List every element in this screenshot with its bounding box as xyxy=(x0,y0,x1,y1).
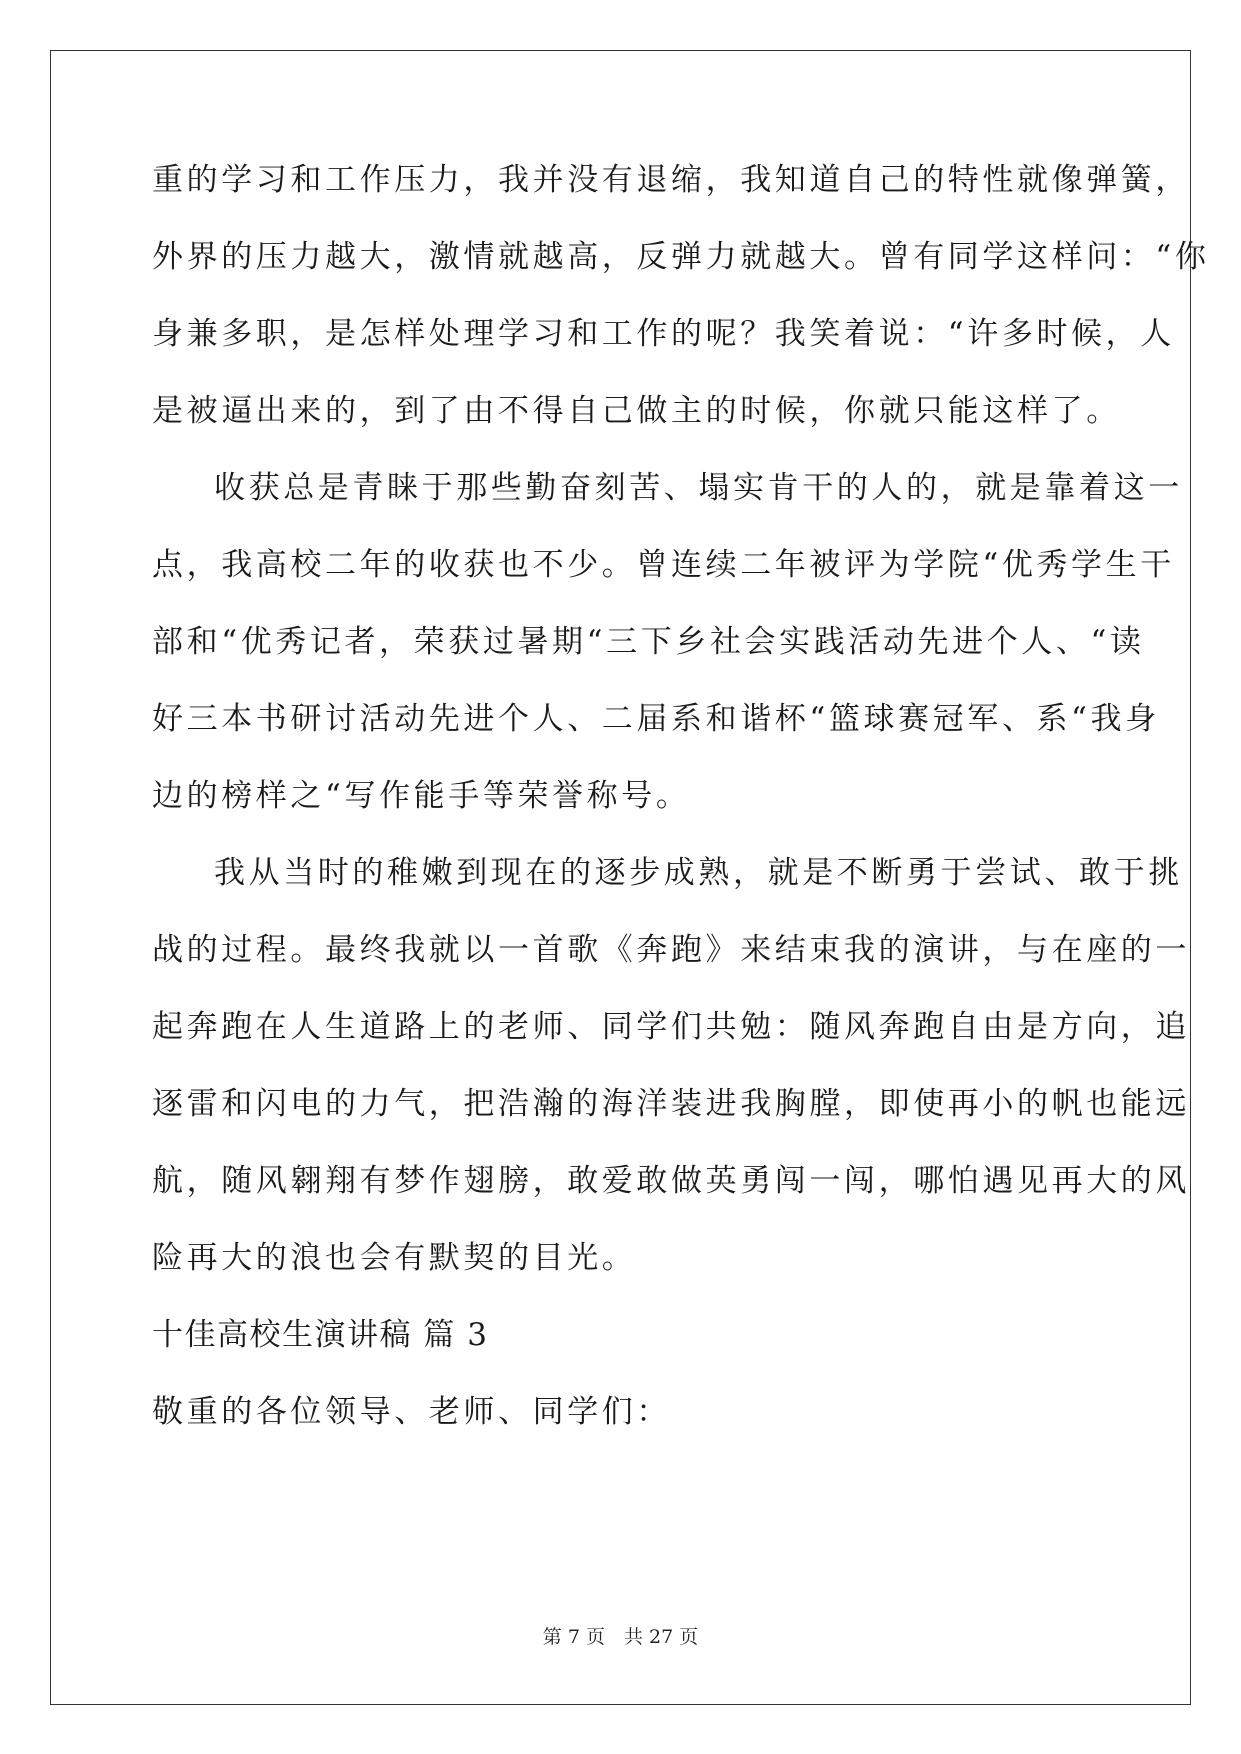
section-heading: 十佳高校生演讲稿 篇 3 xyxy=(152,1317,489,1353)
paragraph-start-line: 收获总是青睐于那些勤奋刻苦、塌实肯干的人的，就是靠着这一 xyxy=(214,470,1183,506)
text-line: 是被逼出来的，到了由不得自己做主的时候，你就只能这样了。 xyxy=(152,393,1121,429)
text-line: 逐雷和闪电的力气，把浩瀚的海洋装进我胸膛，即使再小的帆也能远 xyxy=(152,1086,1190,1122)
paragraph-start-line: 我从当时的稚嫩到现在的逐步成熟，就是不断勇于尝试、敢于挑 xyxy=(214,855,1183,891)
text-line: 好三本书研讨活动先进个人、二届系和谐杯“篮球赛冠军、系“我身 xyxy=(152,701,1160,737)
text-line: 身兼多职，是怎样处理学习和工作的呢？我笑着说：“许多时候，人 xyxy=(152,316,1175,352)
page-number-footer: 第 7 页 共 27 页 xyxy=(542,1626,699,1648)
text-line: 点，我高校二年的收获也不少。曾连续二年被评为学院“优秀学生干 xyxy=(152,547,1175,583)
text-line: 起奔跑在人生道路上的老师、同学们共勉：随风奔跑自由是方向，追 xyxy=(152,1009,1190,1045)
text-line: 险再大的浪也会有默契的目光。 xyxy=(152,1240,637,1276)
text-line: 边的榜样之“写作能手等荣誉称号。 xyxy=(152,778,691,814)
salutation-line: 敬重的各位领导、老师、同学们： xyxy=(152,1394,671,1430)
text-line: 重的学习和工作压力，我并没有退缩，我知道自己的特性就像弹簧， xyxy=(152,162,1190,198)
text-line: 战的过程。最终我就以一首歌《奔跑》来结束我的演讲，与在座的一 xyxy=(152,932,1190,968)
text-line: 外界的压力越大，激情就越高，反弹力就越大。曾有同学这样问：“你 xyxy=(152,239,1210,275)
text-line: 航，随风翱翔有梦作翅膀，敢爱敢做英勇闯一闯，哪怕遇见再大的风 xyxy=(152,1163,1190,1199)
text-line: 部和“优秀记者，荣获过暑期“三下乡社会实践活动先进个人、“读 xyxy=(152,624,1145,660)
document-body xyxy=(152,162,1210,1471)
